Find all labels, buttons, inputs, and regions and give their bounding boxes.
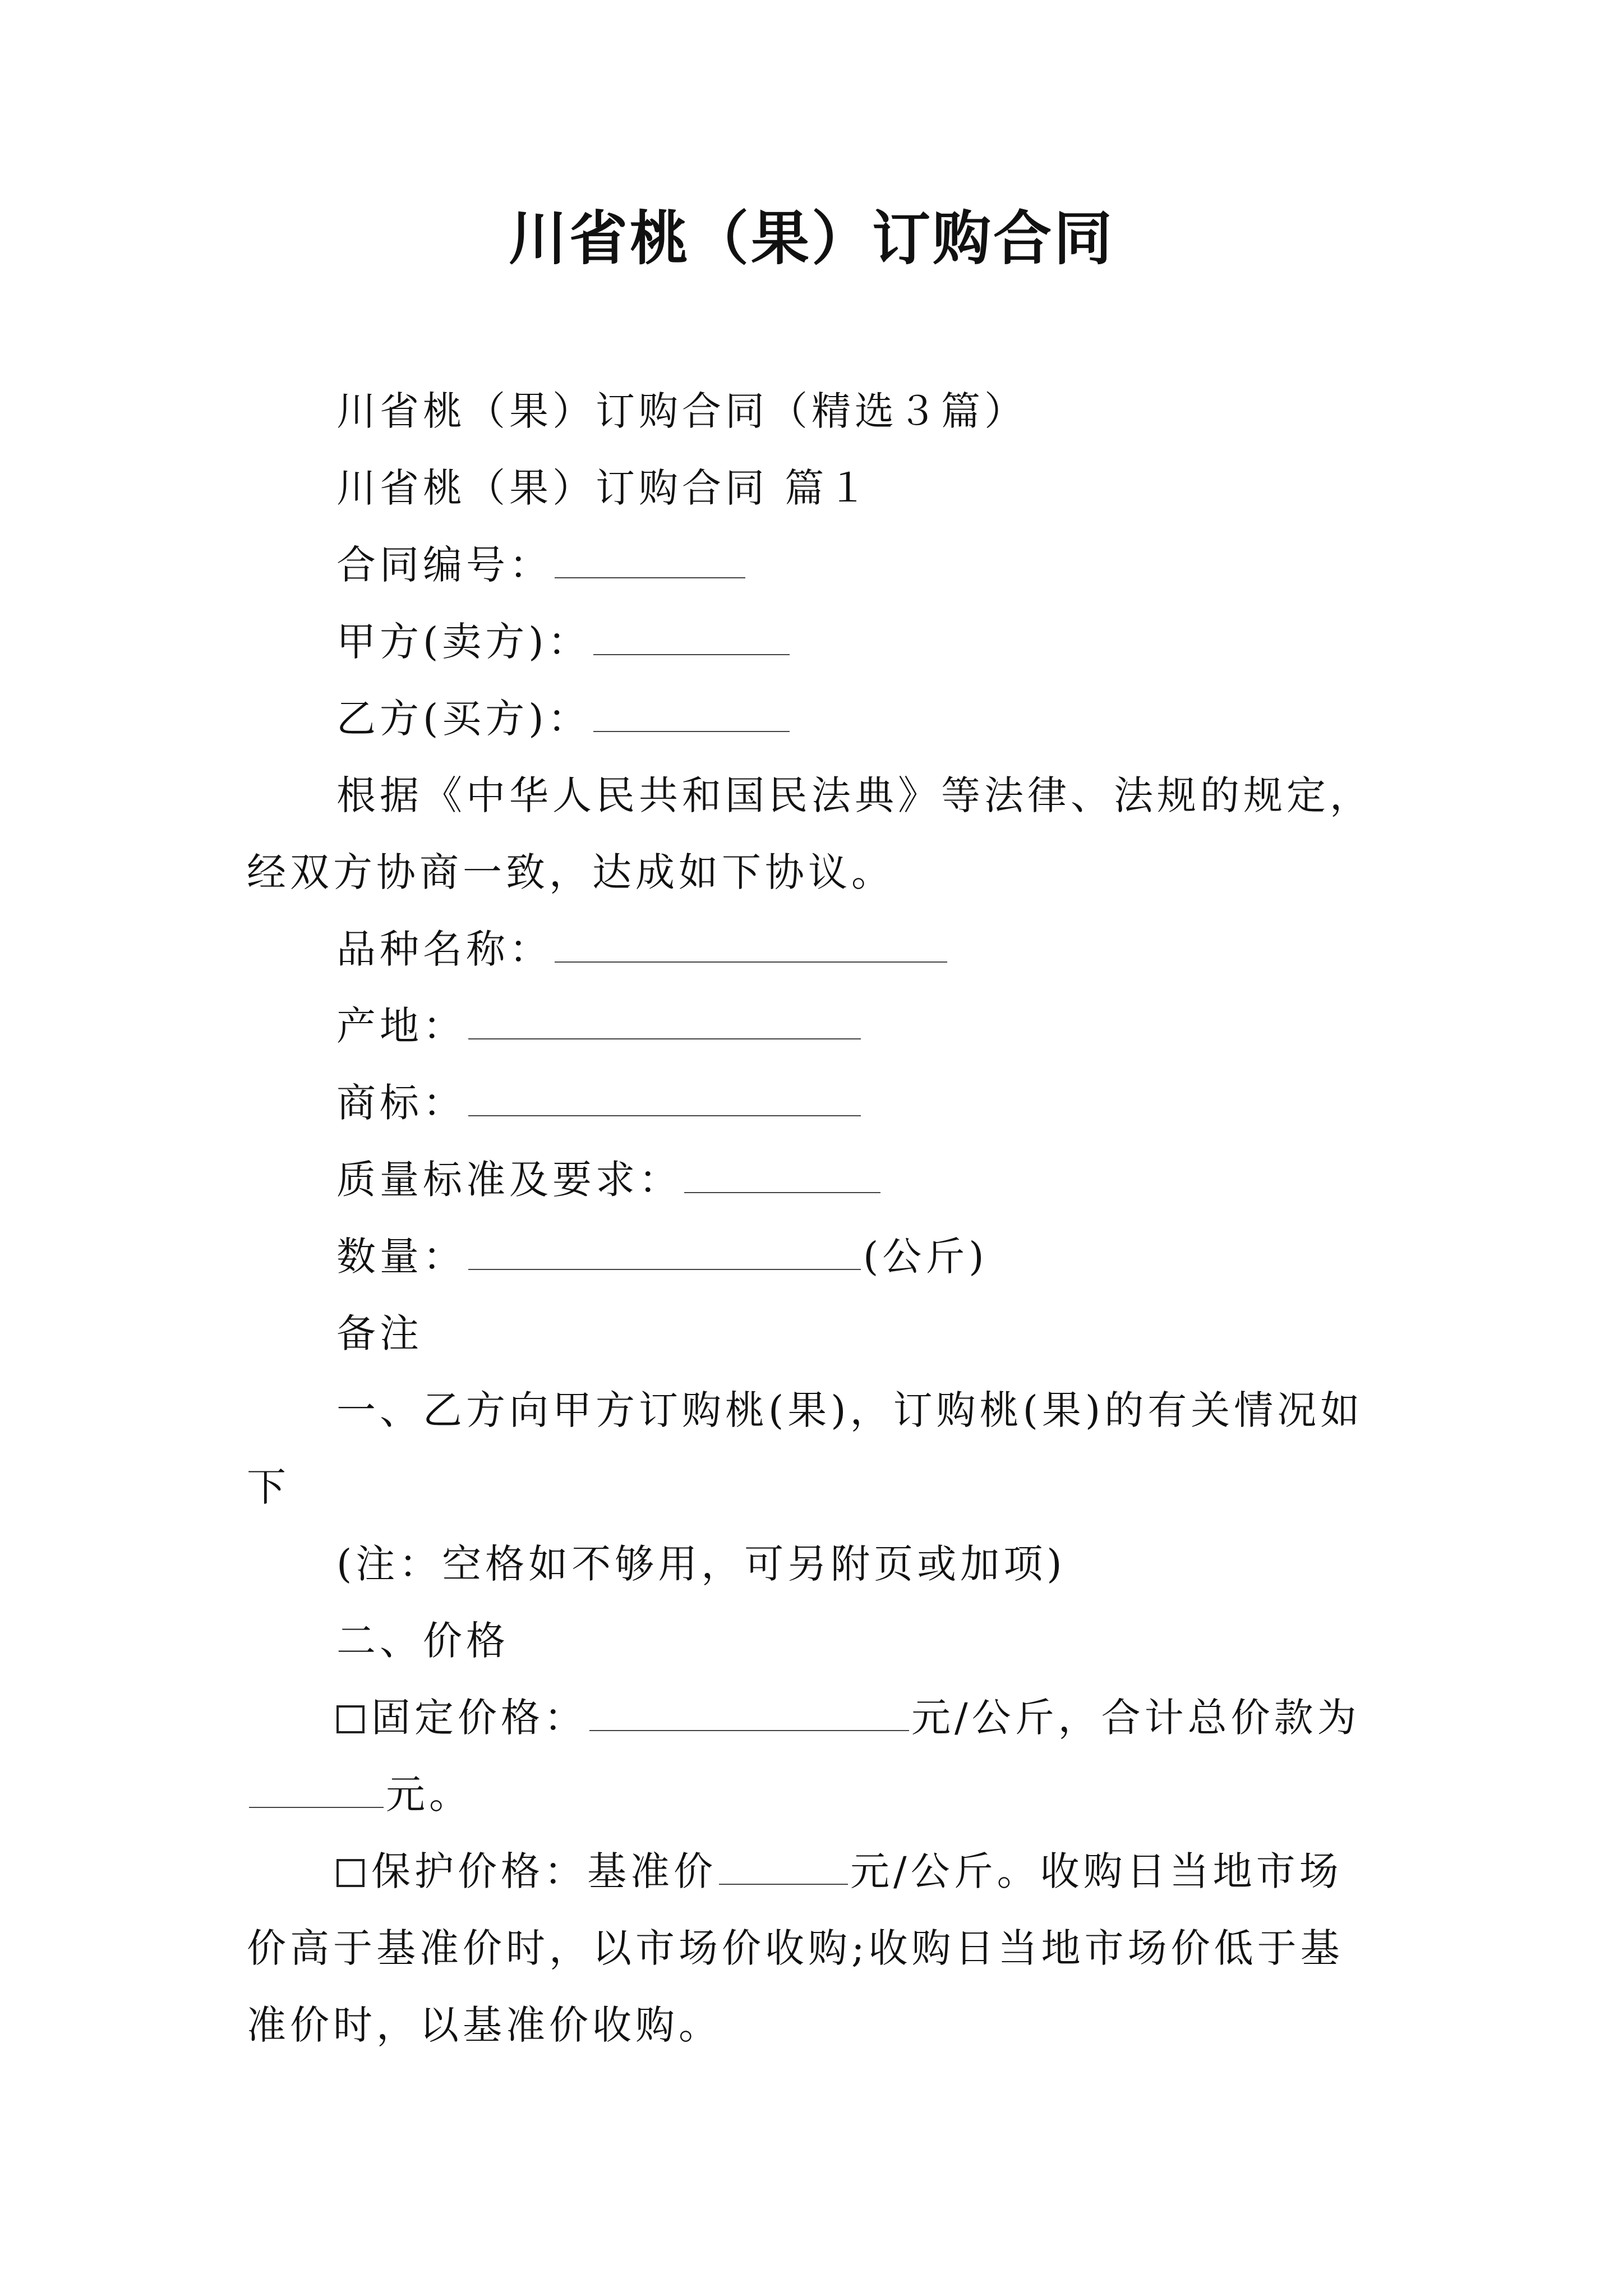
quantity-unit: (公斤)	[863, 1234, 988, 1280]
fixed-price-label: 固定价格：	[371, 1695, 587, 1741]
clause-2: 二、价格	[336, 1618, 509, 1664]
fixed-price-unit: 元/公斤，合计总价款为	[911, 1695, 1361, 1741]
protect-price-checkbox-icon	[336, 1859, 365, 1887]
party-b-blank	[593, 696, 790, 732]
variety-line	[247, 911, 1385, 988]
document-body	[247, 373, 1385, 2064]
note-line: (注：空格如不够用，可另附页或加项)	[336, 1541, 1066, 1587]
quantity-line	[247, 1218, 1385, 1295]
quality-line	[247, 1142, 1385, 1218]
origin-line	[247, 988, 1385, 1065]
quantity-label: 数量：	[336, 1234, 466, 1280]
origin-label: 产地：	[336, 1003, 466, 1049]
contract-number-line	[247, 527, 1385, 604]
variety-blank	[555, 927, 947, 963]
party-a-label: 甲方(卖方)：	[336, 619, 591, 665]
intro-paragraph: 根据《中华人民共和国民法典》等法律、法规的规定，经双方协商一致，达成如下协议。	[247, 772, 1373, 895]
trademark-label: 商标：	[336, 1080, 466, 1126]
fixed-price-total-unit: 元。	[386, 1772, 472, 1818]
variety-label: 品种名称：	[336, 926, 552, 972]
contract-number-label: 合同编号：	[336, 542, 552, 588]
clause-1: 一、乙方向甲方订购桃(果)，订购桃(果)的有关情况如下	[247, 1387, 1364, 1510]
protect-price-blank	[719, 1849, 848, 1885]
trademark-line	[247, 1065, 1385, 1142]
document-title: 川省桃（果）订购合同	[508, 204, 1114, 273]
fixed-price-paragraph	[247, 1680, 1385, 1833]
part-heading: 川省桃（果）订购合同 篇１	[336, 465, 872, 511]
protect-price-paragraph	[247, 1833, 1385, 2064]
quantity-blank	[468, 1234, 861, 1270]
contract-number-blank	[555, 542, 745, 578]
origin-blank	[468, 1004, 861, 1039]
quality-blank	[684, 1157, 880, 1193]
party-a-blank	[593, 619, 790, 655]
party-a-line	[247, 604, 1385, 680]
remarks-line: 备注	[336, 1310, 423, 1356]
subtitle-line: 川省桃（果）订购合同（精选３篇）	[336, 388, 1027, 434]
fixed-price-total-blank	[249, 1772, 384, 1808]
quality-label: 质量标准及要求：	[336, 1157, 682, 1203]
fixed-price-blank	[589, 1695, 909, 1731]
trademark-blank	[468, 1080, 861, 1116]
party-b-label: 乙方(买方)：	[336, 696, 591, 742]
protect-price-text: 元/公斤。收购日当地市场价高于基准价时，以市场价收购;收购日当地市场价低于基准价时，以基准价收购。	[247, 1848, 1344, 2048]
fixed-price-checkbox-icon	[336, 1705, 365, 1733]
party-b-line	[247, 680, 1385, 757]
protect-price-label: 保护价格：基准价	[371, 1848, 717, 1894]
